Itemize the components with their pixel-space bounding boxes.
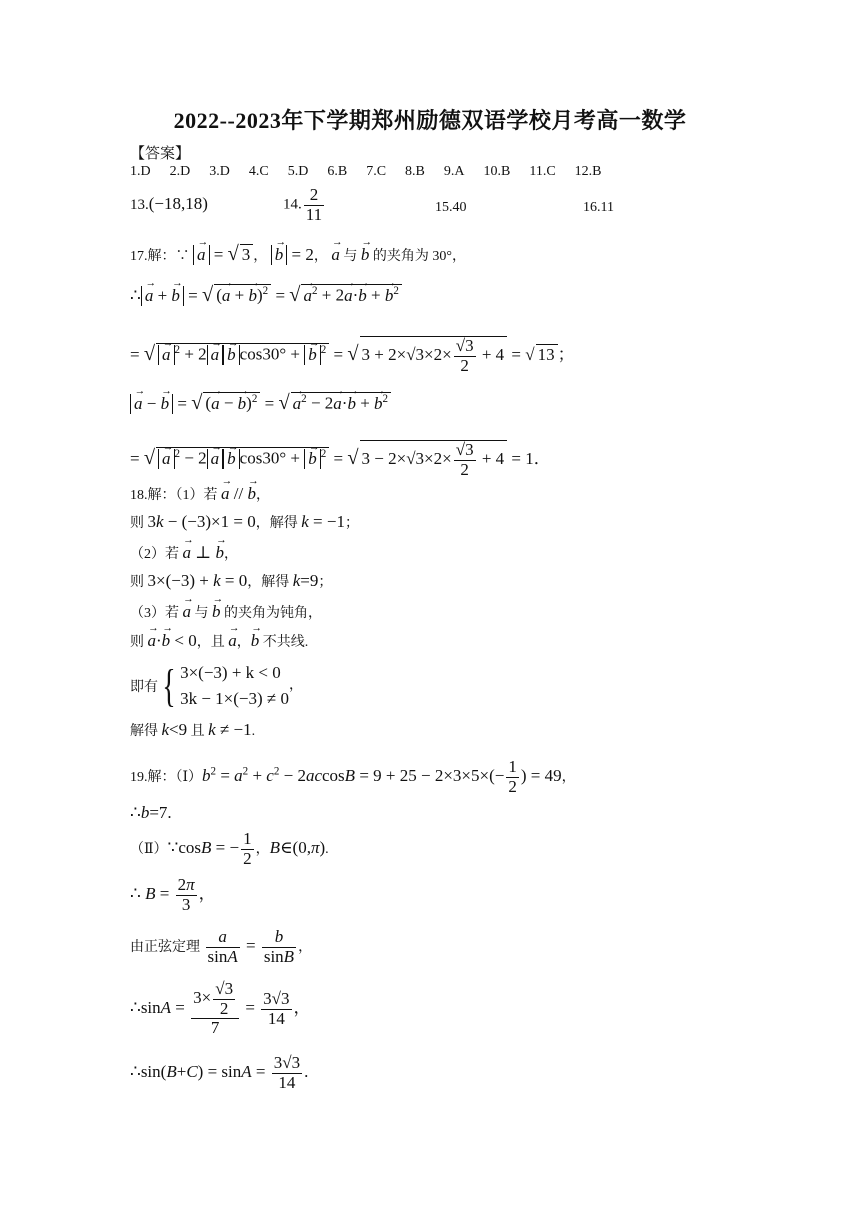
mc-answer-row (130, 164, 621, 180)
page-title: 2022--2023年下学期郑州励德双语学校月考高一数学 (173, 108, 687, 133)
q17-line2: ∴→ a + → b = √ (→ a + → b)$^2$ = √→ $a^2 + 2\to a\cdot\to b$ + → $b^2$ (130, 284, 402, 307)
mc-answer: 9.A (443, 164, 465, 179)
q18-line1: 18.解：（1）若 → a // → b， (130, 484, 270, 504)
q13-label: 13. (130, 197, 149, 213)
q17-line3: = √→ a $^2$ + 2→ a→ b cos30° + → b $^2$ = √ 3 + 2×√3×2× $\frac{√3}{2}$ + 4 = √ 13 ； (130, 336, 575, 375)
mc-answer: 12.B (574, 164, 602, 179)
q19-line3: （Ⅱ）∵cosB = − $\frac{1}{2}$ ，B∈(0,π). (130, 829, 329, 868)
mc-answer: 4.C (248, 164, 269, 179)
mc-answer: 7.C (366, 164, 387, 179)
mc-answer: 11.C (529, 164, 556, 179)
q13-value: (−18,18) (148, 194, 208, 213)
fill-answer-13 (130, 194, 208, 214)
q19-line1: 19.解：$(Ⅰ)b^2 = a^2 + c^2 - 2accosB = 9 + 25 - 2\times 3\times 5\times(-$ $\frac{1}{2}$ ) = 49， (130, 757, 576, 796)
answer-heading: 【答案】 (130, 146, 191, 162)
mc-answer: 5.D (287, 164, 309, 179)
q14-num: 2 (309, 185, 319, 204)
q17-line1: 17.解：∵ → a = √ 3 ， → b = 2， → a 与 → b 的夹角为 30°， (130, 243, 466, 266)
q18-sys2: 3k − 1×(−3) ≠ 0 (180, 689, 290, 708)
q14-label: 14. (283, 196, 302, 213)
mc-answer: 6.B (327, 164, 348, 179)
q18-line3: （2）若 → a ⊥ → b， (130, 543, 238, 563)
q18-line5: （3）若 → a 与 → b 的夹角为钝角， (130, 602, 322, 622)
fill-answer-16: 16.11 (583, 200, 614, 215)
q19-line6: ∴sinA = 3× $\frac{√3}{2}$ 7 = $\frac{3√3}{14}$ ， (130, 979, 311, 1038)
mc-answer: 2.D (169, 164, 191, 179)
q18-sys1: 3×(−3) + k < 0 (180, 663, 281, 682)
mc-answer: 8.B (405, 164, 425, 179)
q18-prefix: 即有 (130, 680, 158, 695)
q18-line6: 则 → a·→ b < 0，且 → a，→ b 不共线. (130, 631, 308, 651)
q18-line4: 则 3×(−3) + k = 0，解得 k=9； (130, 571, 333, 590)
q18-line8: 解得 k<9 且 k ≠ −1. (130, 720, 256, 739)
mc-answer: 1.D (130, 164, 151, 179)
q19-line5: 由正弦定理 $\frac{a}{\sin A}$ = $\frac{b}{\sin B}$ ， (130, 927, 313, 966)
q19-line4: ∴ B = $\frac{2\pi}{3}$ ， (130, 875, 216, 914)
fill-answer-15: 15.40 (435, 200, 467, 215)
fill-answer-14 (283, 186, 326, 224)
q17-intro: 17.解：∵ (130, 249, 190, 264)
mc-answer: 3.D (209, 164, 230, 179)
q17-line4: → a − → b = √ (→ a − → b)$^2$ = √→ $a^2 - 2\to a\cdot\to b$ + → $b^2$ (130, 392, 391, 415)
q14-den: 11 (305, 204, 323, 224)
q18-line7: 即有{ 3×(−3) + k < 0 3k − 1×(−3) ≠ 0， (130, 660, 304, 711)
q17-line5: = √→ a $^2$ − 2→ a→ b cos30° + → b $^2$ = √ 3 − 2×√3×2× $\frac{√3}{2}$ + 4 = 1． (130, 440, 551, 479)
mc-answer: 10.B (483, 164, 511, 179)
q19-line7: ∴sin(B+C) = sinA = $\frac{3√3}{14}$ . (130, 1053, 309, 1092)
q18-line2: 则 3k − (−3)×1 = 0，解得 k = −1； (130, 512, 359, 531)
q19-line2: ∴b=7. (130, 803, 172, 822)
